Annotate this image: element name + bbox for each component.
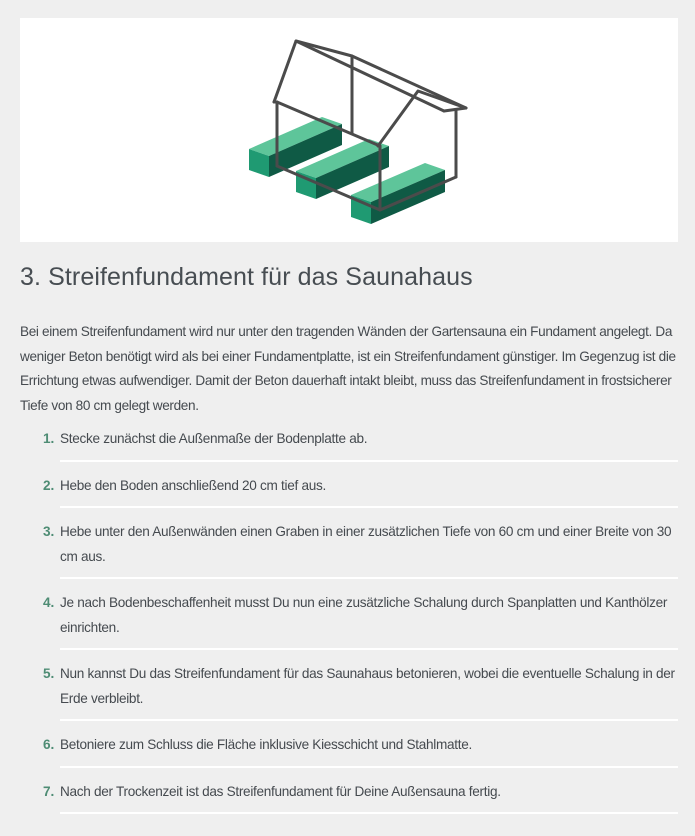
step-item [20,731,678,768]
step-item [20,778,678,815]
step-number: 5. [43,666,55,681]
step-item [20,425,678,462]
illustration-figure [20,18,678,242]
steps-list [20,425,678,824]
step-text: Betoniere zum Schluss die Fläche inklusive Kiesschicht und Stahlmatte. [60,737,472,752]
intro-paragraph: Bei einem Streifenfundament wird nur unter den tragenden Wänden der Gartensauna ein Fundament angelegt. Da weniger Beton benötigt wird als bei einer Fundamentplatte, ist ein Streifenfundament günstiger. Im Gegenzug ist die Errichtung etwas aufwendiger. Damit der Beton dauerhaft intakt bleibt, muss das Streifenfundament in frostsicherer Tiefe von 80 cm gelegt werden. [20,324,676,413]
step-text: Je nach Bodenbeschaffenheit musst Du nun eine zusätzliche Schalung durch Spanplatten und Kanthölzer einrichten. [60,595,668,635]
step-number: 4. [43,595,55,610]
step-text: Stecke zunächst die Außenmaße der Bodenplatte ab. [60,431,368,446]
step-text: Hebe unter den Außenwänden einen Graben in einer zusätzlichen Tiefe von 60 cm und einer Breite von 30 cm aus. [60,524,672,564]
step-item [20,472,678,509]
step-text: Nach der Trockenzeit ist das Streifenfundament für Deine Außensauna fertig. [60,783,501,799]
strip-foundation-house-icon [20,18,678,242]
step-number: 2. [43,477,55,493]
step-item [20,660,678,721]
step-number: 1. [43,431,55,446]
step-text: Nun kannst Du das Streifenfundament für das Saunahaus betonieren, wobei die eventuelle Schalung in der Erde verbleibt. [60,666,675,706]
section-heading: 3. Streifenfundament für das Saunahaus [20,263,473,291]
step-number: 3. [43,524,55,539]
step-item [20,589,678,650]
step-number: 6. [43,737,55,752]
step-text: Hebe den Boden anschließend 20 cm tief aus. [60,477,326,493]
step-item [20,518,678,579]
step-number: 7. [43,783,55,799]
